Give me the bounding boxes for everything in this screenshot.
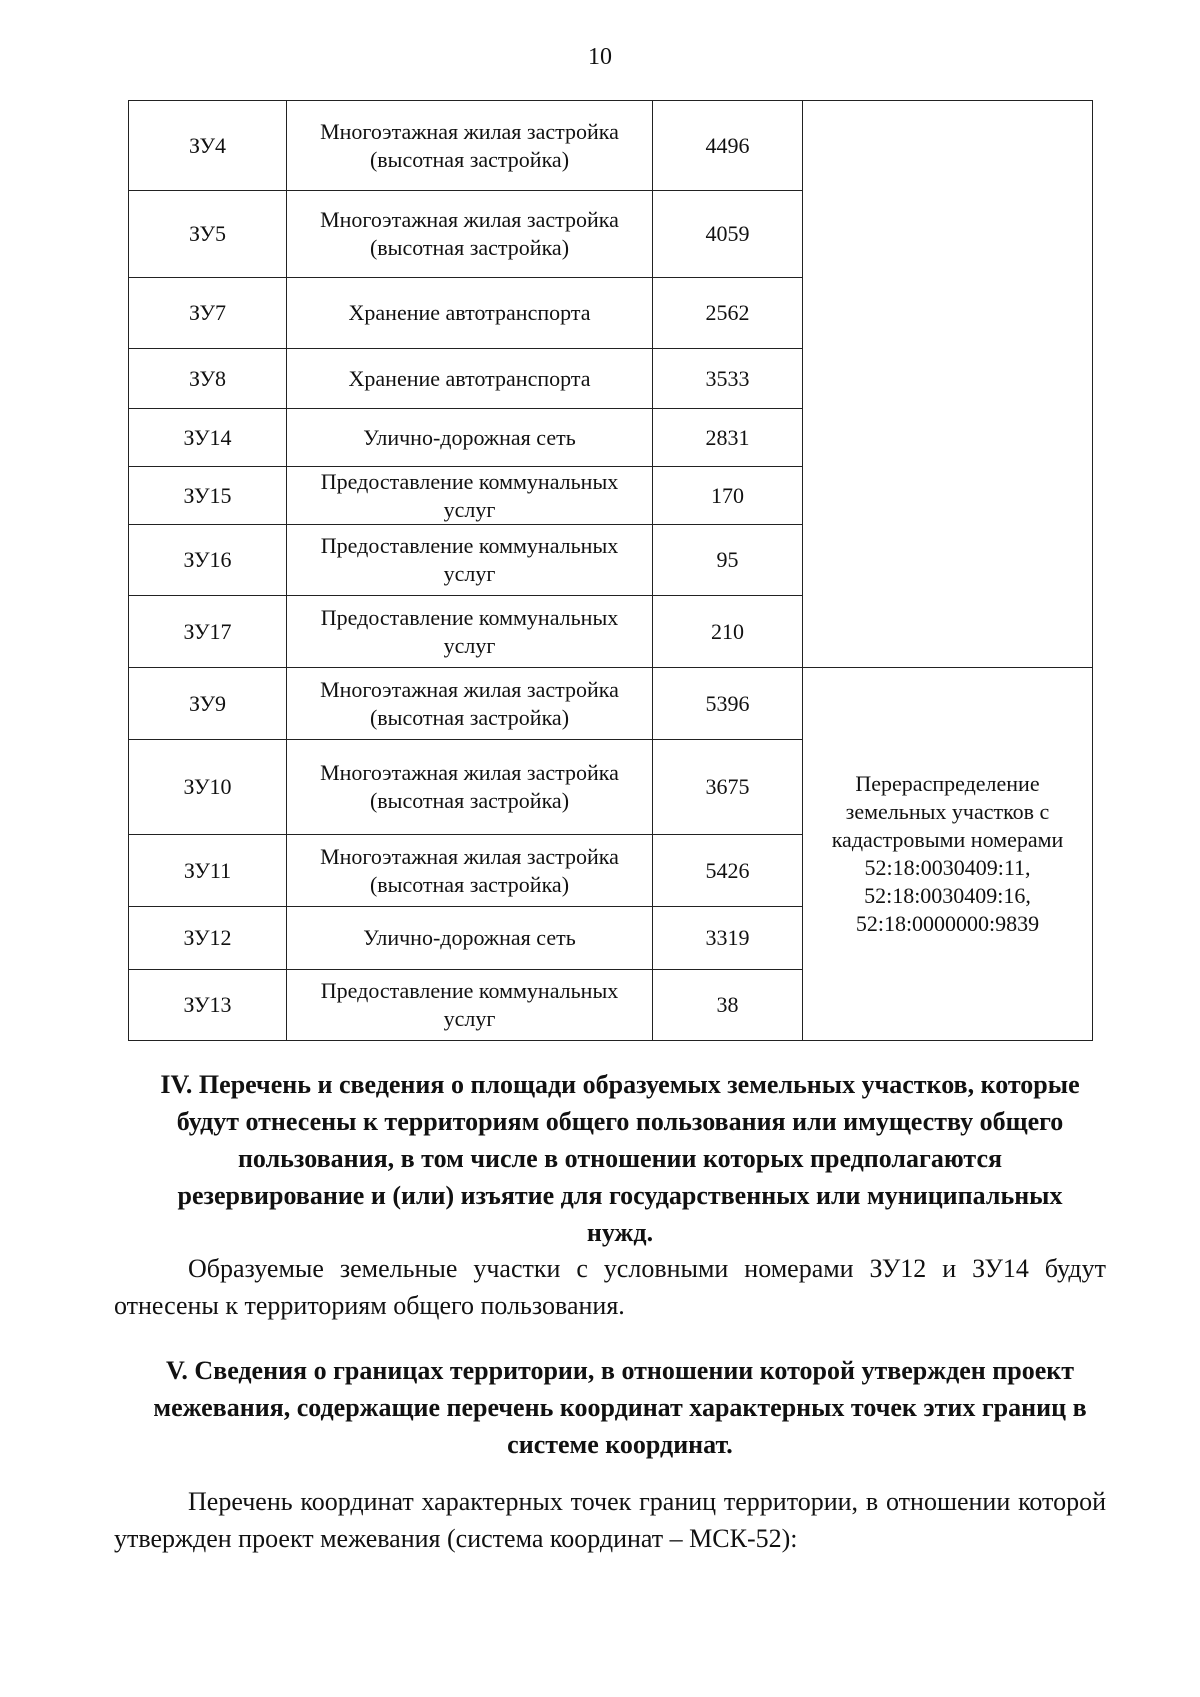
plot-area-cell: 4496 — [653, 101, 803, 191]
plot-id-cell: ЗУ15 — [129, 467, 287, 525]
plot-area-cell: 3675 — [653, 740, 803, 835]
plot-id-cell: ЗУ11 — [129, 835, 287, 907]
plot-id-cell: ЗУ7 — [129, 278, 287, 349]
plot-use-cell: Многоэтажная жилая застройка (высотная застройка) — [287, 668, 653, 740]
plot-use-cell: Многоэтажная жилая застройка (высотная застройка) — [287, 101, 653, 191]
plot-area-cell: 4059 — [653, 191, 803, 278]
plot-id-cell: ЗУ8 — [129, 349, 287, 409]
plot-area-cell: 170 — [653, 467, 803, 525]
plot-area-cell: 95 — [653, 525, 803, 596]
plot-use-cell: Предоставление коммунальных услуг — [287, 525, 653, 596]
plot-use-cell: Улично-дорожная сеть — [287, 907, 653, 970]
plot-id-cell: ЗУ12 — [129, 907, 287, 970]
table-row — [129, 668, 1093, 740]
plot-area-cell: 3319 — [653, 907, 803, 970]
plot-use-cell: Улично-дорожная сеть — [287, 409, 653, 467]
plot-use-cell: Хранение автотранспорта — [287, 349, 653, 409]
plot-use-cell: Предоставление коммунальных услуг — [287, 467, 653, 525]
plot-area-cell: 2831 — [653, 409, 803, 467]
land-plots-table — [128, 100, 1093, 1041]
plot-id-cell: ЗУ5 — [129, 191, 287, 278]
redistribution-note-cell: Перераспределение земельных участков с кадастровыми номерами 52:18:0030409:11, 52:18:0030409:16, 52:18:0000000:9839 — [803, 668, 1093, 1041]
plot-id-cell: ЗУ17 — [129, 596, 287, 668]
plot-id-cell: ЗУ16 — [129, 525, 287, 596]
plot-area-cell: 38 — [653, 970, 803, 1041]
plot-use-cell: Предоставление коммунальных услуг — [287, 970, 653, 1041]
plot-id-cell: ЗУ10 — [129, 740, 287, 835]
plot-use-cell: Многоэтажная жилая застройка (высотная застройка) — [287, 740, 653, 835]
plot-id-cell: ЗУ13 — [129, 970, 287, 1041]
section-5-text: Перечень координат характерных точек границ территории, в отношении которой утвержден проект межевания (система координат – МСК-52): — [114, 1487, 1106, 1553]
plot-area-cell: 2562 — [653, 278, 803, 349]
section-4-text: Образуемые земельные участки с условными номерами ЗУ12 и ЗУ14 будут отнесены к территориям общего пользования. — [114, 1254, 1106, 1320]
section-5-paragraph — [114, 1483, 1106, 1557]
plot-id-cell: ЗУ9 — [129, 668, 287, 740]
section-4-paragraph — [114, 1250, 1106, 1324]
section-4-heading: IV. Перечень и сведения о площади образуемых земельных участков, которые будут отнесены к территориям общего пользования или имуществу общего пользования, в том числе в отношении которых предполагаются резервирование и (или) изъятие для государственных или муниципальных нужд. — [160, 1070, 1080, 1247]
page-number: 10 — [588, 44, 612, 70]
section-5-heading: V. Сведения о границах территории, в отношении которой утвержден проект межевания, содержащие перечень координат характерных точек этих границ в системе координат. — [153, 1356, 1087, 1459]
plot-use-cell: Хранение автотранспорта — [287, 278, 653, 349]
plot-use-cell: Многоэтажная жилая застройка (высотная застройка) — [287, 835, 653, 907]
plot-use-cell: Предоставление коммунальных услуг — [287, 596, 653, 668]
plot-use-cell: Многоэтажная жилая застройка (высотная застройка) — [287, 191, 653, 278]
plot-id-cell: ЗУ14 — [129, 409, 287, 467]
plot-area-cell: 5396 — [653, 668, 803, 740]
plot-area-cell: 3533 — [653, 349, 803, 409]
plot-area-cell: 5426 — [653, 835, 803, 907]
group-note-cell — [803, 101, 1093, 668]
plot-area-cell: 210 — [653, 596, 803, 668]
table-row — [129, 101, 1093, 191]
plot-id-cell: ЗУ4 — [129, 101, 287, 191]
